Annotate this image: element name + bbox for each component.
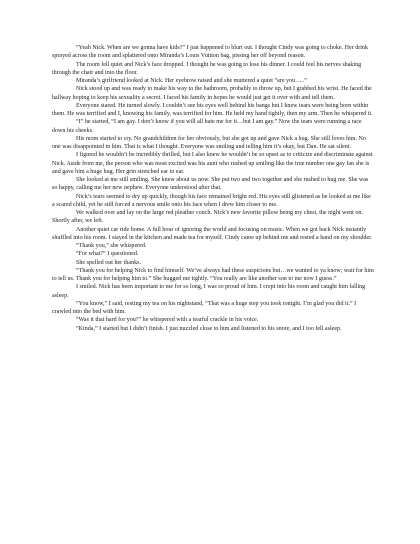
paragraph: His mom started to cry. No grandchildren for her obviously, but she got up and gave Nick a hug. She still loves him. No one was disappointed in him. That is what I thought. Everyone was smiling and telling him it’s okay, but Dan. He sat silent. bbox=[52, 135, 366, 150]
paragraph: The room fell quiet and Nick’s face dropped. I thought he was going to lose his dinner. I could feel his nerves shaking through the chair and into the floor. bbox=[52, 61, 362, 76]
paragraph: She spelled out her thanks. bbox=[76, 259, 141, 266]
paragraph: Miranda’s girlfriend looked at Nick. Her eyebrow raised and she muttered a quiet “are you…..” bbox=[76, 78, 307, 84]
paragraph: “Thank you for helping Nick to find himself. We’ve always had these suspicions but…we wanted to ya know; wait for him to tell us. Thank you for helping him to.” She hugged me tightly. “You really are like another son to me now I guess.” bbox=[52, 267, 374, 282]
paragraph: “Yeah Nick. When are we gonna have kids?” I just happened to blurt out. I thought Cindy was going to choke. Her drink sprayed across the room and splattered onto Miranda’s Louis Vuitton bag, pissing her off beyond reason. bbox=[52, 45, 368, 60]
paragraph: “Was it that hard for you?” he whispered with a tearful crackle in his voice. bbox=[76, 317, 259, 324]
paragraph: Nick’s tears seemed to dry up quickly, though his face remained bright red. His eyes still glistened as he looked at me like a scared child, yet he still forced a nervous smile onto his face when I drew him closer to me. bbox=[52, 193, 371, 208]
paragraph: “I” he started, “I am gay. I don’t know if you will all hate me for it…but I am gay.” Now the tears were running a race down his cheeks. bbox=[52, 119, 362, 134]
paragraph: I smiled. Nick has been important to me for so long, I was so proud of him. I crept into his room and caught him falling asleep. bbox=[52, 284, 366, 299]
paragraph: She looked at me still smiling. She knew about us now. She put two and two together and she rushed to hug me. She was so happy, calling me her new nephew. Everyone understood after that. bbox=[52, 177, 369, 192]
paragraph: We walked over and lay on the large red pleather couch. Nick’s new favorite pillow being my chest, the night went on. Shortly after, we left. bbox=[52, 210, 363, 225]
document-page bbox=[52, 44, 374, 333]
paragraph: “Thank you,” she whispered. bbox=[76, 243, 147, 249]
paragraph: “Kinda,” I started but I didn’t finish. I just nuzzled close to him and listened to his snore, and I too fell asleep. bbox=[76, 325, 342, 332]
paragraph: I figured he wouldn’t be incredibly thrilled, but I also knew he wouldn’t be so upset as to criticize and discriminate against Nick. Aside from me, the person who was most excited was his aunt who rushed up smiling like the true number one gay fan she is and gave him a huge hug. Her grin stretched ear to ear. bbox=[52, 152, 373, 175]
paragraph: “You know,” I said, resting my tea on his nightstand, “That was a huge step you took tonight. I’m glad you did it.” I crawled into the bed with him. bbox=[52, 300, 357, 315]
paragraph: “For what?” I questioned. bbox=[76, 251, 139, 258]
paragraph: Everyone stared. He turned slowly. I couldn’t see his eyes well behind his bangs but I knew tears were being born within them. He was terrified and I, knowing his family, was terrified for him. He held my hand tightly, then my arm. Then he whispered it. bbox=[52, 102, 373, 117]
paragraph: Nick stood up and was ready to make his way to the bathroom, probably to throw up, but I grabbed his wrist. He faced the hallway hoping to keep his sexuality a secret. I faced his family in hopes he would just get it over with and tell them. bbox=[52, 86, 372, 101]
paragraph: Another quiet car ride home. A full hour of ignoring the world and focusing on music. When we got back Nick instantly shuffled into his room. I stayed in the kitchen and made tea for myself. Cindy came up behind me and rested a hand on my shoulder. bbox=[52, 226, 373, 241]
